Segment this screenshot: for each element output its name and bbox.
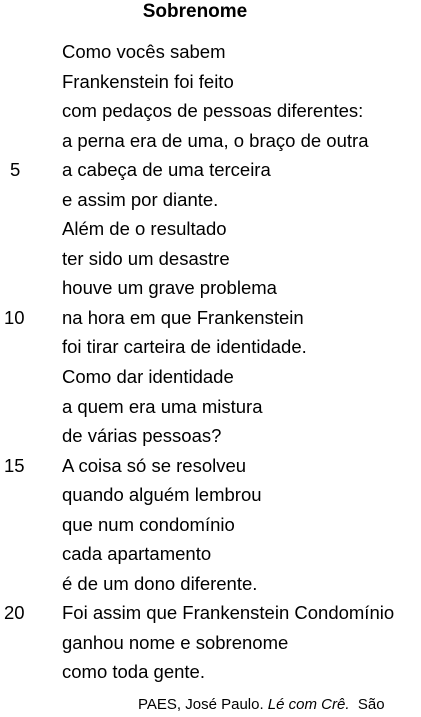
line-text: houve um grave problema	[62, 277, 277, 299]
poem-line	[0, 539, 421, 569]
poem-body	[0, 37, 421, 687]
poem-line	[0, 451, 421, 481]
poem-line	[0, 185, 421, 215]
poem-line	[0, 598, 421, 628]
line-text: de várias pessoas?	[62, 425, 222, 447]
line-text: como toda gente.	[62, 661, 205, 683]
poem-line	[0, 362, 421, 392]
line-text: Como dar identidade	[62, 366, 234, 388]
line-text: Como vocês sabem	[62, 41, 226, 62]
poem-line	[0, 657, 421, 687]
citation-rest: São	[357, 696, 385, 713]
line-number: 20	[4, 602, 25, 624]
line-number: 10	[4, 306, 25, 328]
line-text: Frankenstein foi feito	[62, 70, 234, 92]
poem-line	[0, 214, 421, 244]
poem-line	[0, 628, 421, 658]
line-text: ganhou nome e sobrenome	[62, 631, 289, 653]
line-text: a cabeça de uma terceira	[62, 159, 271, 181]
line-text: ter sido um desastre	[62, 247, 230, 269]
line-text: Além de o resultado	[62, 218, 227, 240]
poem-line	[0, 332, 421, 362]
line-text: que num condomínio	[62, 513, 235, 535]
poem-line	[0, 303, 421, 333]
poem-line	[0, 37, 421, 67]
citation	[138, 695, 385, 715]
poem-line	[0, 96, 421, 126]
line-text: a quem era uma mistura	[62, 395, 263, 417]
line-text: A coisa só se resolveu	[62, 454, 247, 476]
line-number: 5	[10, 159, 21, 181]
line-text: foi tirar carteira de identidade.	[62, 336, 307, 358]
poem-line	[0, 244, 421, 274]
citation-author: PAES, José Paulo.	[138, 696, 264, 713]
poem-line	[0, 480, 421, 510]
line-text: quando alguém lembrou	[62, 484, 262, 506]
poem-line	[0, 273, 421, 303]
line-text: é de um dono diferente.	[62, 572, 258, 594]
line-number: 15	[4, 454, 25, 476]
line-text: e assim por diante.	[62, 188, 219, 210]
poem-line	[0, 392, 421, 422]
poem-line	[0, 510, 421, 540]
poem-line	[0, 155, 421, 185]
poem-line	[0, 67, 421, 97]
line-text: cada apartamento	[62, 543, 212, 565]
line-text: na hora em que Frankenstein	[62, 306, 304, 328]
line-text: Foi assim que Frankenstein Condomínio	[62, 602, 395, 624]
poem-line	[0, 421, 421, 451]
poem-title: Sobrenome	[142, 1, 248, 22]
line-text: com pedaços de pessoas diferentes:	[62, 100, 364, 122]
line-text: a perna era de uma, o braço de outra	[62, 129, 369, 151]
poem-line	[0, 569, 421, 599]
citation-work: Lé com Crê.	[267, 696, 350, 713]
poem-line	[0, 126, 421, 156]
